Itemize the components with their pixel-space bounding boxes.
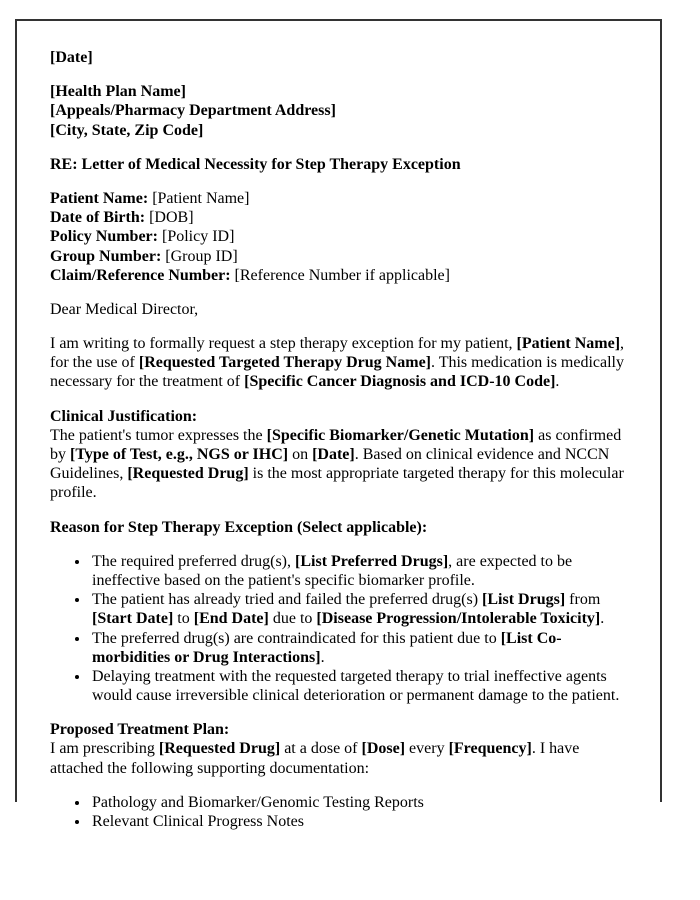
letter-page (15, 19, 662, 830)
salutation: Dear Medical Director, (50, 300, 199, 318)
dob-value: [DOB] (145, 209, 194, 227)
patient-name-value: [Patient Name] (148, 189, 250, 207)
reason-heading: Reason for Step Therapy Exception (Select applicable): (50, 518, 428, 536)
claim-reference-value: [Reference Number if applicable] (230, 266, 450, 284)
treatment-plan-heading: Proposed Treatment Plan: (50, 721, 230, 739)
city-state-zip: [City, State, Zip Code] (50, 121, 204, 139)
group-number-label: Group Number: (50, 247, 162, 265)
reason-bullet-tried-and-failed: • The patient has already tried and failed the preferred drug(s) [List Drugs] from [Start Date] to [End Date] due to [Disease Progression/Intolerable Toxicity]. (90, 590, 627, 628)
patient-info-line (50, 247, 627, 266)
patient-info-line (50, 266, 627, 285)
group-number-value: [Group ID] (161, 247, 238, 265)
treatment-plan-section (50, 720, 627, 778)
reason-bullet-contraindicated: • The preferred drug(s) are contraindicated for this patient due to [List Co-morbidities or Drug Interactions]. (90, 629, 627, 667)
reason-bullet-list (50, 552, 627, 706)
clinical-justification-heading: Clinical Justification: (50, 407, 198, 425)
attachments-list (50, 793, 627, 831)
attachment-item-progress-notes: • Relevant Clinical Progress Notes (90, 812, 627, 831)
patient-info-line (50, 227, 627, 246)
policy-number-label: Policy Number: (50, 228, 158, 246)
policy-number-value: [Policy ID] (157, 228, 235, 246)
subject-line: RE: Letter of Medical Necessity for Step Therapy Exception (50, 155, 461, 173)
clinical-justification-section (50, 407, 627, 503)
date-placeholder: [Date] (50, 49, 93, 66)
intro-paragraph: I am writing to formally request a step therapy exception for my patient, [Patient Name], for the use of [Requested Targeted Therapy Drug Name]. This medication is medically necessary for the treatment of [Specific Cancer Diagnosis and ICD-10 Code]. (50, 335, 625, 391)
attachment-item-pathology-reports: • Pathology and Biomarker/Genomic Testing Reports (90, 793, 627, 812)
health-plan-name: [Health Plan Name] (50, 83, 186, 101)
treatment-plan-body: I am prescribing [Requested Drug] at a dose of [Dose] every [Frequency]. I have attached the following supporting documentation: (50, 740, 580, 777)
patient-info-line (50, 189, 627, 208)
dob-label: Date of Birth: (50, 209, 146, 227)
reason-bullet-delay-harm: • Delaying treatment with the requested targeted therapy to trial ineffective agents would cause irreversible clinical deterioration or permanent damage to the patient. (90, 667, 627, 705)
patient-info-block (50, 189, 627, 285)
clinical-justification-body: The patient's tumor expresses the [Specific Biomarker/Genetic Mutation] as confirmed by [Type of Test, e.g., NGS or IHC] on [Date]. Based on clinical evidence and NCCN Guidelines, [Requested Drug] is the most appropriate targeted therapy for this molecular profile. (50, 426, 624, 502)
claim-reference-label: Claim/Reference Number: (50, 266, 231, 284)
reason-bullet-preferred-ineffective: • The required preferred drug(s), [List Preferred Drugs], are expected to be ineffective based on the patient's specific biomarker profile. (90, 552, 627, 590)
recipient-address-block (50, 82, 627, 140)
patient-info-line (50, 208, 627, 227)
patient-name-label: Patient Name: (50, 189, 149, 207)
department-address: [Appeals/Pharmacy Department Address] (50, 102, 336, 120)
